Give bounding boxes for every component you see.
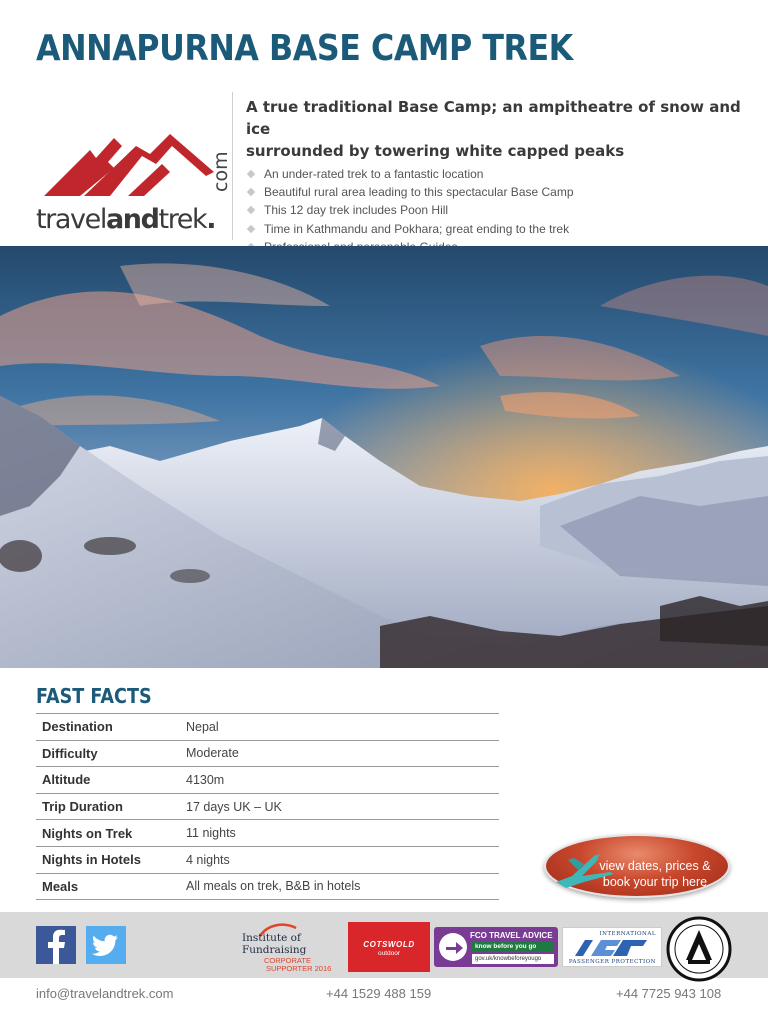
book-trip-button[interactable] — [544, 834, 730, 898]
diamond-bullet-icon — [247, 188, 255, 196]
fast-facts-heading: FAST FACTS — [36, 684, 152, 708]
cotswold-text: COTSWOLD — [363, 940, 415, 949]
cotswold-text: outdoor — [377, 950, 401, 957]
page-title: ANNAPURNA BASE CAMP TREK — [36, 28, 573, 69]
fundraising-text: CORPORATE — [264, 956, 311, 965]
diamond-bullet-icon — [247, 170, 255, 178]
fact-label: Meals — [42, 878, 79, 894]
fco-text: gov.uk/knowbeforeyougo — [472, 954, 554, 964]
list-item: This 12 day trek includes Poon Hill — [246, 201, 746, 219]
twitter-icon[interactable] — [86, 926, 126, 964]
diamond-bullet-icon — [247, 206, 255, 214]
diamond-bullet-icon — [247, 224, 255, 232]
fundraising-text: Fundraising — [242, 944, 307, 956]
intro-headline: A true traditional Base Camp; an ampitheatre of snow and ice surrounded by towering white capped peaks — [246, 98, 741, 160]
highlight-list — [246, 165, 746, 256]
cotswold-badge — [348, 922, 430, 972]
mountain-logo-icon — [44, 132, 214, 204]
fact-value: Moderate — [186, 746, 239, 761]
fco-text: FCO TRAVEL ADVICE — [470, 931, 553, 940]
fco-travel-advice-badge — [434, 927, 558, 967]
atol-protected-badge — [666, 916, 732, 982]
header-divider — [232, 92, 233, 240]
ipp-text: PASSENGER PROTECTION — [568, 959, 656, 965]
fact-value: 11 nights — [186, 826, 236, 841]
fco-text: know before you go — [472, 942, 554, 952]
fact-label: Nights on Trek — [42, 825, 133, 841]
table-row — [36, 874, 499, 901]
facebook-icon[interactable] — [36, 926, 76, 964]
arrow-icon — [438, 932, 468, 962]
travelandtrek-logo[interactable] — [36, 132, 232, 235]
phone-number[interactable]: +44 1529 488 159 — [326, 986, 432, 1001]
logo-wordmark: travelandtrek. — [36, 204, 216, 235]
mobile-number[interactable]: +44 7725 943 108 — [616, 986, 722, 1001]
ipp-logo-icon — [571, 938, 651, 958]
passenger-protection-badge — [562, 927, 662, 967]
fundraising-text: Institute of — [242, 932, 301, 944]
list-item: Time in Kathmandu and Pokhara; great ending to the trek — [246, 220, 746, 238]
hero-mountain-photo — [0, 246, 768, 668]
fact-label: Difficulty — [42, 745, 98, 761]
fact-label: Destination — [42, 719, 113, 735]
fact-value: 4130m — [186, 772, 225, 787]
list-item: An under-rated trek to a fantastic location — [246, 165, 746, 183]
table-row — [36, 794, 499, 821]
fact-label: Nights in Hotels — [42, 852, 141, 868]
cta-label: view dates, prices & book your trip here — [599, 859, 711, 889]
email-link[interactable]: info@travelandtrek.com — [36, 986, 174, 1001]
table-row — [36, 847, 499, 874]
fast-facts-table — [36, 713, 499, 900]
ipp-text: INTERNATIONAL — [599, 931, 656, 937]
table-row — [36, 767, 499, 794]
table-row — [36, 741, 499, 768]
fact-value: All meals on trek, B&B in hotels — [186, 879, 361, 894]
logo-com: com — [210, 151, 232, 192]
fact-label: Trip Duration — [42, 799, 123, 815]
fact-value: 17 days UK – UK — [186, 799, 282, 814]
table-row — [36, 714, 499, 741]
list-item: Beautiful rural area leading to this spectacular Base Camp — [246, 183, 746, 201]
trip-intro — [246, 96, 746, 256]
fact-value: Nepal — [186, 719, 219, 734]
table-row — [36, 820, 499, 847]
fact-value: 4 nights — [186, 852, 230, 867]
fundraising-text: SUPPORTER 2016 — [266, 964, 332, 973]
fundraising-badge — [238, 922, 342, 972]
fact-label: Altitude — [42, 772, 91, 788]
